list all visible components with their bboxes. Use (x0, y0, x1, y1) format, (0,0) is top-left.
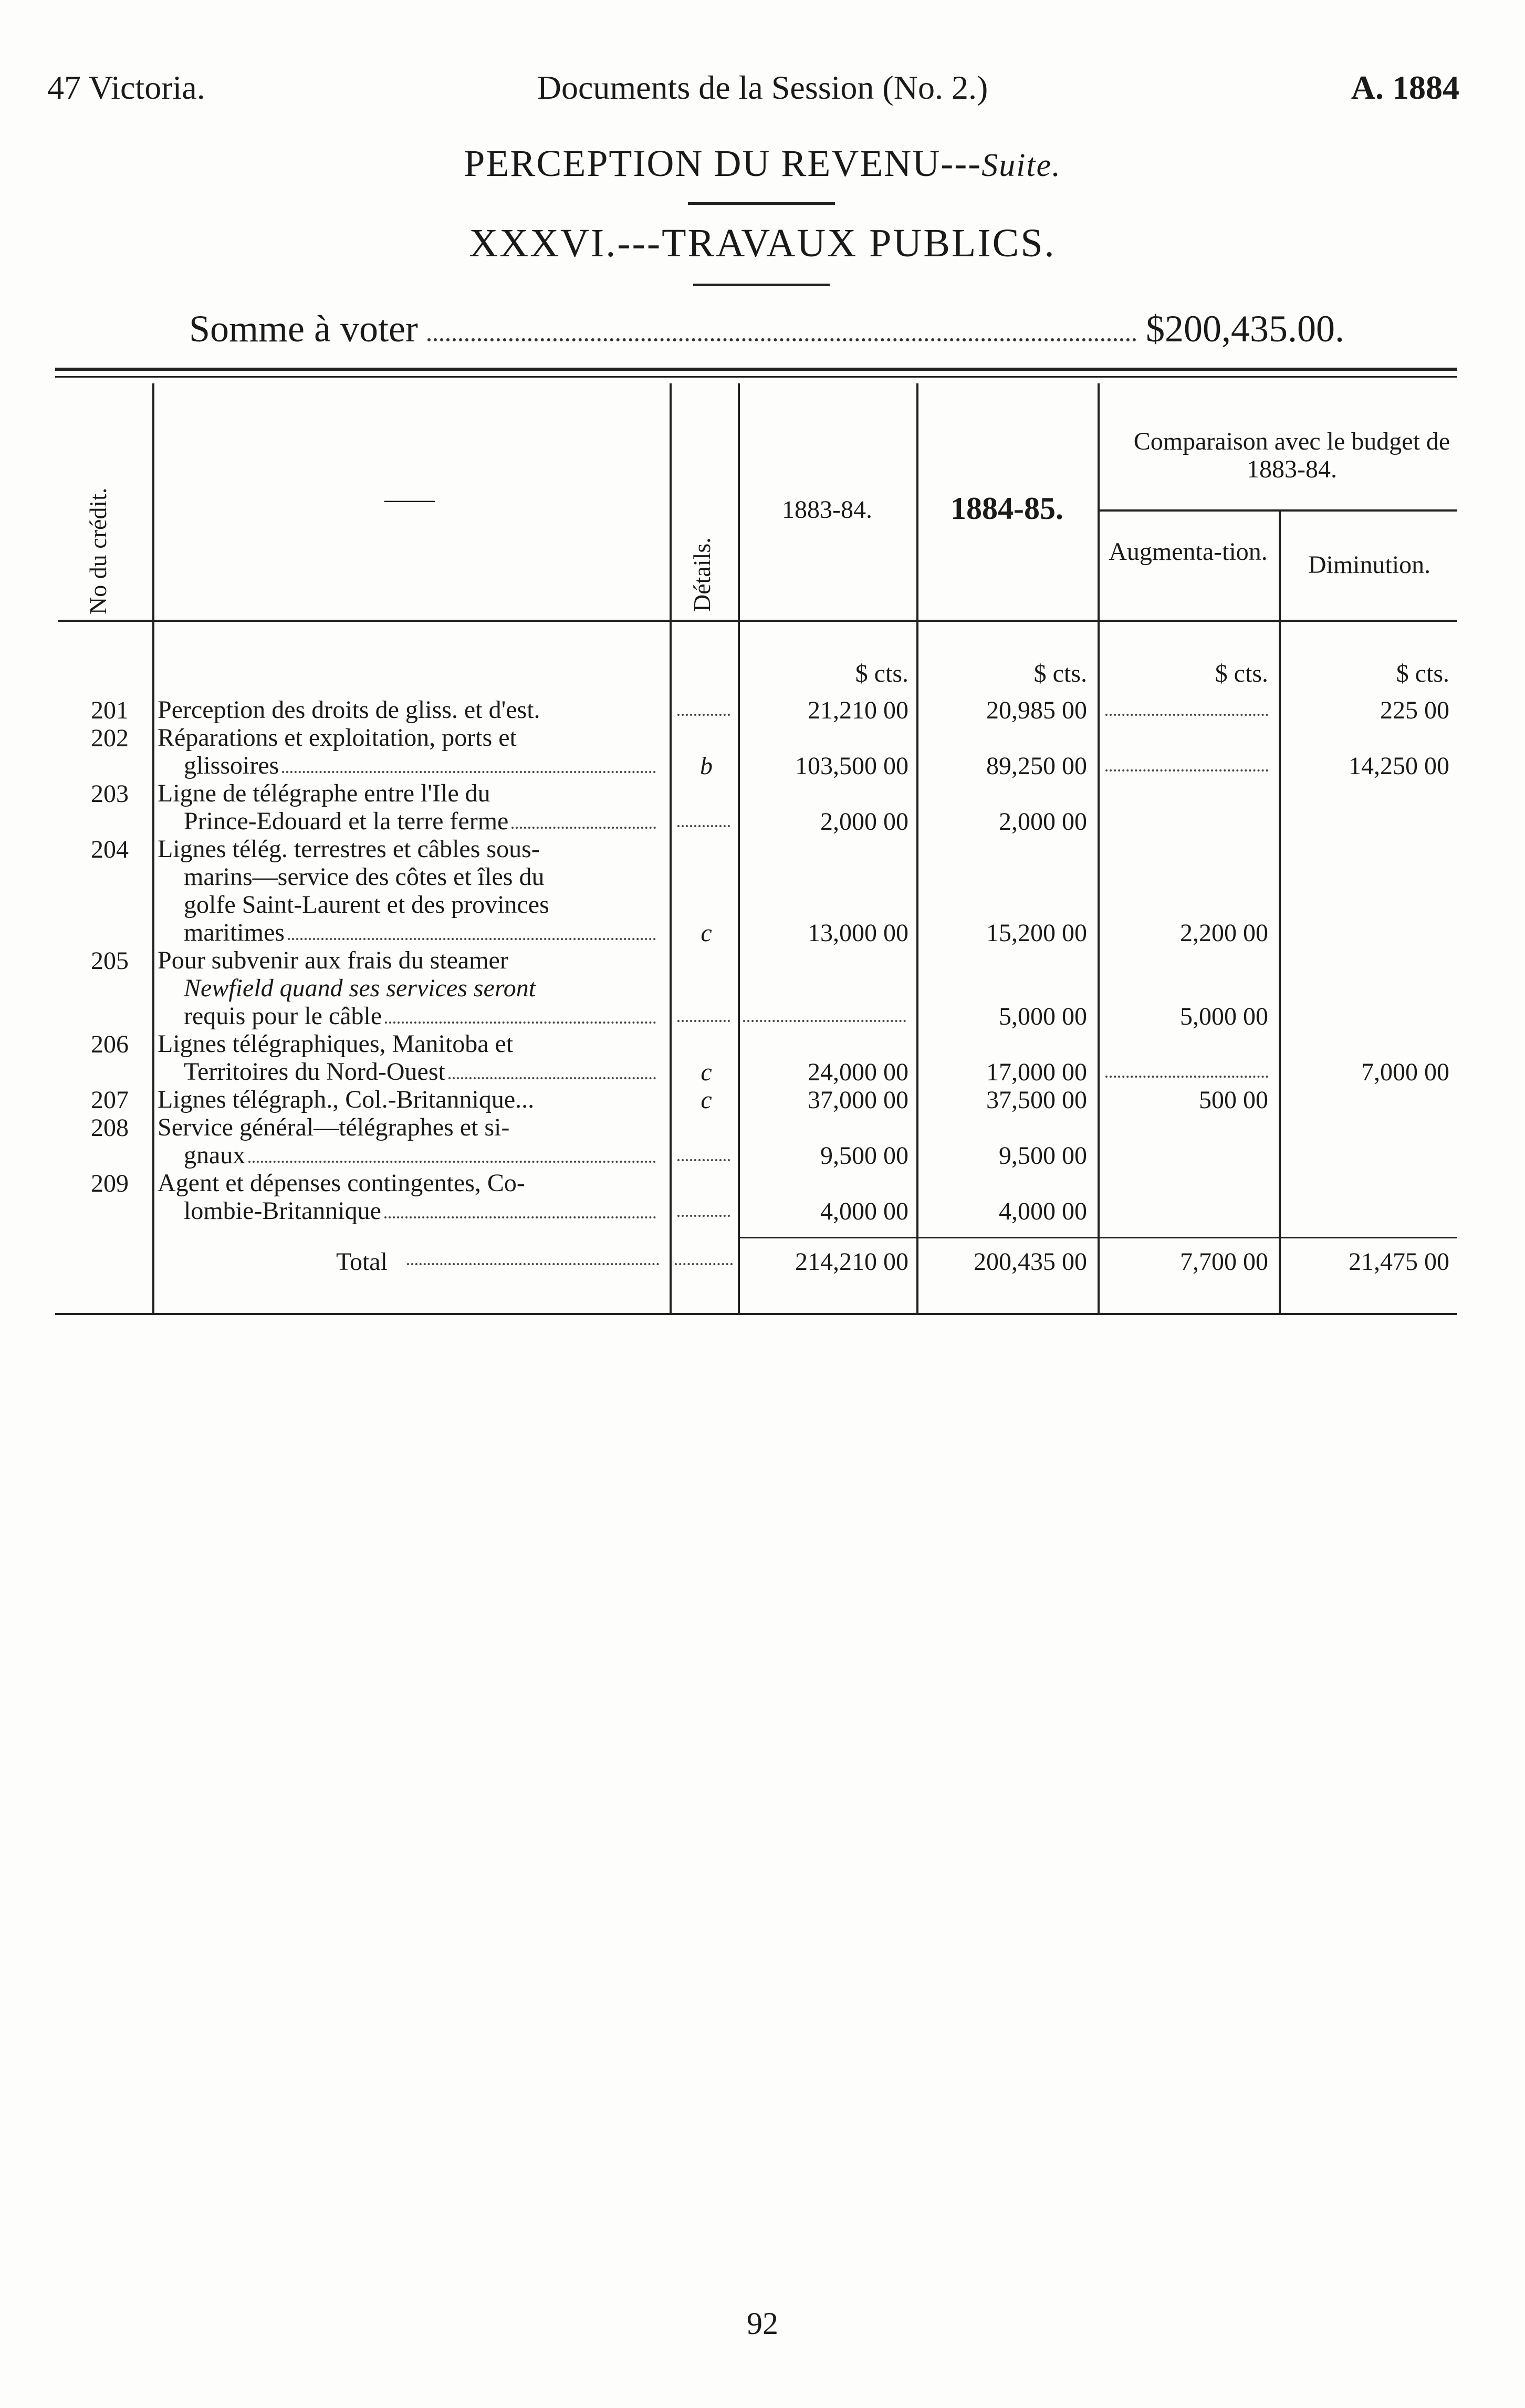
description-line: lombie-Britannique (184, 1197, 381, 1225)
leader-dots (385, 1002, 656, 1024)
total-dots (407, 1263, 659, 1265)
description-line: glissoires (184, 752, 279, 779)
header-comparaison: Comparaison avec le budget de 1883-84. (1133, 428, 1450, 483)
header-center: Documents de la Session (No. 2.) (537, 69, 988, 106)
amount-y1884: 2,000 00 (999, 808, 1087, 836)
row-description (158, 1086, 659, 1113)
comparaison-rule (1098, 509, 1457, 512)
unit-dim: $ cts. (1396, 660, 1449, 687)
leader-dots (511, 807, 656, 829)
total-rule (738, 1237, 1457, 1238)
total-label: Total (336, 1248, 388, 1276)
title-rule (688, 202, 835, 205)
leader-dots (248, 1141, 656, 1163)
description-line: Service général—télégraphes et si- (158, 1113, 510, 1141)
credit-number: 208 (91, 1114, 129, 1142)
empty-amount-dots (1105, 769, 1268, 772)
amount-aug: 5,000 00 (1180, 1003, 1268, 1030)
description-line: Perception des droits de gliss. et d'est. (158, 696, 540, 724)
col-line-aug (1098, 383, 1100, 1313)
description-line: marins—service des côtes et îles du (184, 863, 545, 891)
header-dash: —— (384, 485, 435, 513)
header-bottom-rule (58, 620, 1457, 622)
leader-dots (448, 1058, 656, 1079)
section-title: XXXVI.---TRAVAUX PUBLICS. (469, 221, 1056, 265)
amount-y1884: 4,000 00 (999, 1197, 1087, 1225)
description-line: Newfield quand ses services seront (184, 974, 536, 1002)
page-number: 92 (747, 2306, 778, 2341)
description-line: Territoires du Nord-Ouest (184, 1058, 445, 1086)
total-details-dots (675, 1263, 733, 1265)
credit-number: 205 (91, 947, 129, 975)
amount-aug: 500 00 (1199, 1086, 1268, 1114)
details-dots (677, 1159, 730, 1161)
description-line: Agent et dépenses contingentes, Co- (158, 1169, 525, 1197)
somme-line (189, 307, 1344, 351)
header-1884: 1884-85. (950, 491, 1063, 526)
empty-amount-dots (1105, 714, 1268, 716)
description-line: Lignes télégraph., Col.-Britannique... (158, 1086, 535, 1113)
credit-number: 207 (91, 1086, 129, 1114)
leader-dots (384, 1197, 656, 1218)
row-details: c (701, 1086, 712, 1114)
col-line-1884 (916, 383, 918, 1313)
credit-number: 203 (91, 780, 129, 808)
unit-1883: $ cts. (855, 660, 908, 687)
header-1883: 1883-84. (782, 496, 872, 524)
description-line: Ligne de télégraphe entre l'Ile du (158, 779, 490, 807)
amount-y1883: 21,210 00 (808, 696, 908, 724)
description-line: gnaux (184, 1141, 246, 1169)
header-credit: No du crédit. (85, 487, 111, 614)
amount-y1884: 9,500 00 (999, 1142, 1087, 1170)
amount-y1883: 2,000 00 (820, 808, 908, 836)
row-details: c (701, 919, 712, 947)
description-line: Pour subvenir aux frais du steamer (158, 946, 508, 974)
amount-y1883: 4,000 00 (820, 1197, 908, 1225)
amount-y1883: 9,500 00 (820, 1142, 908, 1170)
total-dim: 21,475 00 (1349, 1248, 1449, 1276)
amount-y1884: 89,250 00 (986, 752, 1087, 780)
description-line: Lignes télégraphiques, Manitoba et (158, 1030, 514, 1058)
details-dots (677, 1215, 730, 1217)
credit-number: 204 (91, 836, 129, 863)
unit-aug: $ cts. (1215, 660, 1268, 687)
header-details: Détails. (688, 537, 715, 612)
amount-dim: 14,250 00 (1349, 752, 1449, 780)
table-top-rule-2 (55, 376, 1457, 378)
row-description (158, 1169, 659, 1225)
row-description (158, 1030, 659, 1086)
credit-number: 209 (91, 1170, 129, 1197)
main-title (0, 142, 1525, 185)
total-aug: 7,700 00 (1180, 1248, 1268, 1276)
row-description (158, 696, 659, 724)
amount-dim: 7,000 00 (1361, 1058, 1449, 1086)
amount-y1884: 37,500 00 (986, 1086, 1087, 1114)
amount-aug: 2,200 00 (1180, 919, 1268, 947)
total-1883: 214,210 00 (795, 1248, 908, 1276)
credit-number: 201 (91, 696, 129, 724)
description-line: maritimes (184, 919, 285, 946)
empty-amount-dots (743, 1020, 906, 1022)
main-title-suffix: Suite. (981, 148, 1061, 183)
row-description (158, 724, 659, 779)
table-top-rule (55, 368, 1457, 371)
credit-number: 202 (91, 724, 129, 752)
somme-label: Somme à voter (189, 308, 418, 350)
amount-y1883: 103,500 00 (795, 752, 908, 780)
amount-y1883: 37,000 00 (808, 1086, 908, 1114)
credit-number: 206 (91, 1030, 129, 1058)
col-line-1883 (738, 383, 740, 1313)
row-description (158, 1113, 659, 1169)
leader-dots (282, 752, 656, 773)
unit-1884: $ cts. (1033, 660, 1087, 687)
amount-y1884: 20,985 00 (986, 696, 1087, 724)
total-1884: 200,435 00 (974, 1248, 1087, 1276)
amount-dim: 225 00 (1380, 696, 1449, 724)
row-description (158, 779, 659, 835)
description-line: Prince-Edouard et la terre ferme (184, 807, 509, 835)
row-details: c (701, 1058, 712, 1086)
header-augmentation: Augmenta-tion. (1109, 538, 1268, 566)
header-right: A. 1884 (1351, 69, 1459, 106)
empty-amount-dots (1105, 1076, 1268, 1078)
amount-y1883: 24,000 00 (808, 1058, 908, 1086)
somme-dots (427, 338, 1136, 341)
row-description (158, 835, 659, 946)
main-title-text: PERCEPTION DU REVENU--- (464, 142, 982, 184)
amount-y1884: 17,000 00 (986, 1058, 1087, 1086)
col-line-dim (1279, 509, 1281, 1313)
somme-amount: $200,435.00. (1146, 308, 1344, 350)
row-details: b (700, 752, 713, 780)
details-dots (677, 1020, 730, 1022)
header-left: 47 Victoria. (47, 69, 205, 106)
col-line-details (670, 383, 672, 1313)
row-description (158, 946, 659, 1030)
description-line: Lignes télég. terrestres et câbles sous- (158, 835, 540, 863)
description-line: Réparations et exploitation, ports et (158, 724, 517, 752)
section-rule (693, 284, 830, 286)
amount-y1883: 13,000 00 (808, 919, 908, 947)
amount-y1884: 15,200 00 (986, 919, 1087, 947)
table-bottom-rule (55, 1313, 1457, 1315)
description-line: requis pour le câble (184, 1002, 382, 1030)
col-line-desc (152, 383, 154, 1313)
header-diminution: Diminution. (1308, 551, 1431, 579)
amount-y1884: 5,000 00 (999, 1003, 1087, 1030)
details-dots (677, 825, 730, 827)
details-dots (677, 714, 730, 716)
description-line: golfe Saint-Laurent et des provinces (184, 891, 549, 919)
leader-dots (288, 919, 656, 940)
